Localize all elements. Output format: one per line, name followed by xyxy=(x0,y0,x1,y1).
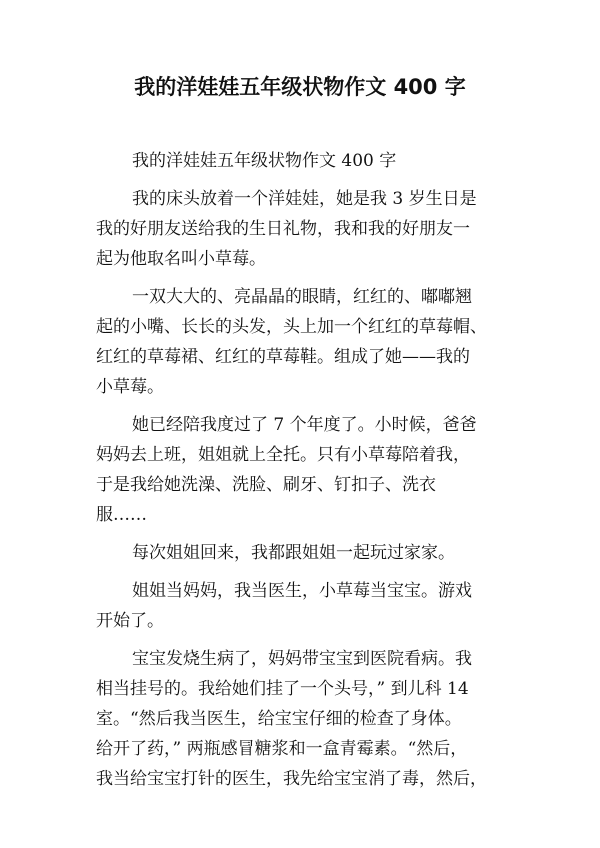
document-body xyxy=(96,146,516,802)
paragraph xyxy=(96,282,516,402)
text-line: 我的床头放着一个洋娃娃，她是我 3 岁生日是 xyxy=(132,189,477,209)
text-line: 小草莓。 xyxy=(96,377,164,397)
text-line: 一双大大的、亮晶晶的眼睛，红红的、嘟嘟翘 xyxy=(132,287,472,307)
paragraph xyxy=(96,184,516,274)
text-line: 我当给宝宝打针的医生，我先给宝宝消了毒，然后， xyxy=(96,769,487,789)
text-line: 于是我给她洗澡、洗脸、刷牙、钉扣子、洗衣 xyxy=(96,475,436,495)
text-line: 室。“然后我当医生，给宝宝仔细的检查了身体。 xyxy=(96,709,462,729)
text-line: 相当挂号的。我给她们挂了一个头号，” 到儿科 14 xyxy=(96,679,469,699)
text-line: 宝宝发烧生病了，妈妈带宝宝到医院看病。我 xyxy=(132,649,472,669)
paragraph xyxy=(96,538,516,568)
text-line: 我的好朋友送给我的生日礼物，我和我的好朋友一 xyxy=(96,219,470,239)
paragraph xyxy=(96,146,516,176)
text-line: 红红的草莓裙、红红的草莓鞋。组成了她——我的 xyxy=(96,347,470,367)
text-line: 我的洋娃娃五年级状物作文 400 字 xyxy=(132,151,397,171)
text-line: 给开了药，” 两瓶感冒糖浆和一盒青霉素。“然后， xyxy=(96,739,468,759)
text-line: 妈妈去上班，姐姐就上全托。只有小草莓陪着我， xyxy=(96,445,470,465)
paragraph xyxy=(96,576,516,636)
document-title: 我的洋娃娃五年级状物作文 400 字 xyxy=(134,75,466,99)
text-line: 姐姐当妈妈，我当医生，小草莓当宝宝。游戏 xyxy=(132,581,472,601)
text-line: 她已经陪我度过了 7 个年度了。小时候，爸爸 xyxy=(132,415,477,435)
paragraph xyxy=(96,644,516,794)
text-line: 开始了。 xyxy=(96,611,164,631)
text-line: 每次姐姐回来，我都跟姐姐一起玩过家家。 xyxy=(132,543,455,563)
paragraph xyxy=(96,410,516,530)
text-line: 起为他取名叫小草莓。 xyxy=(96,249,266,269)
text-line: 服…… xyxy=(96,505,147,525)
text-line: 起的小嘴、长长的头发，头上加一个红红的草莓帽、 xyxy=(96,317,487,337)
